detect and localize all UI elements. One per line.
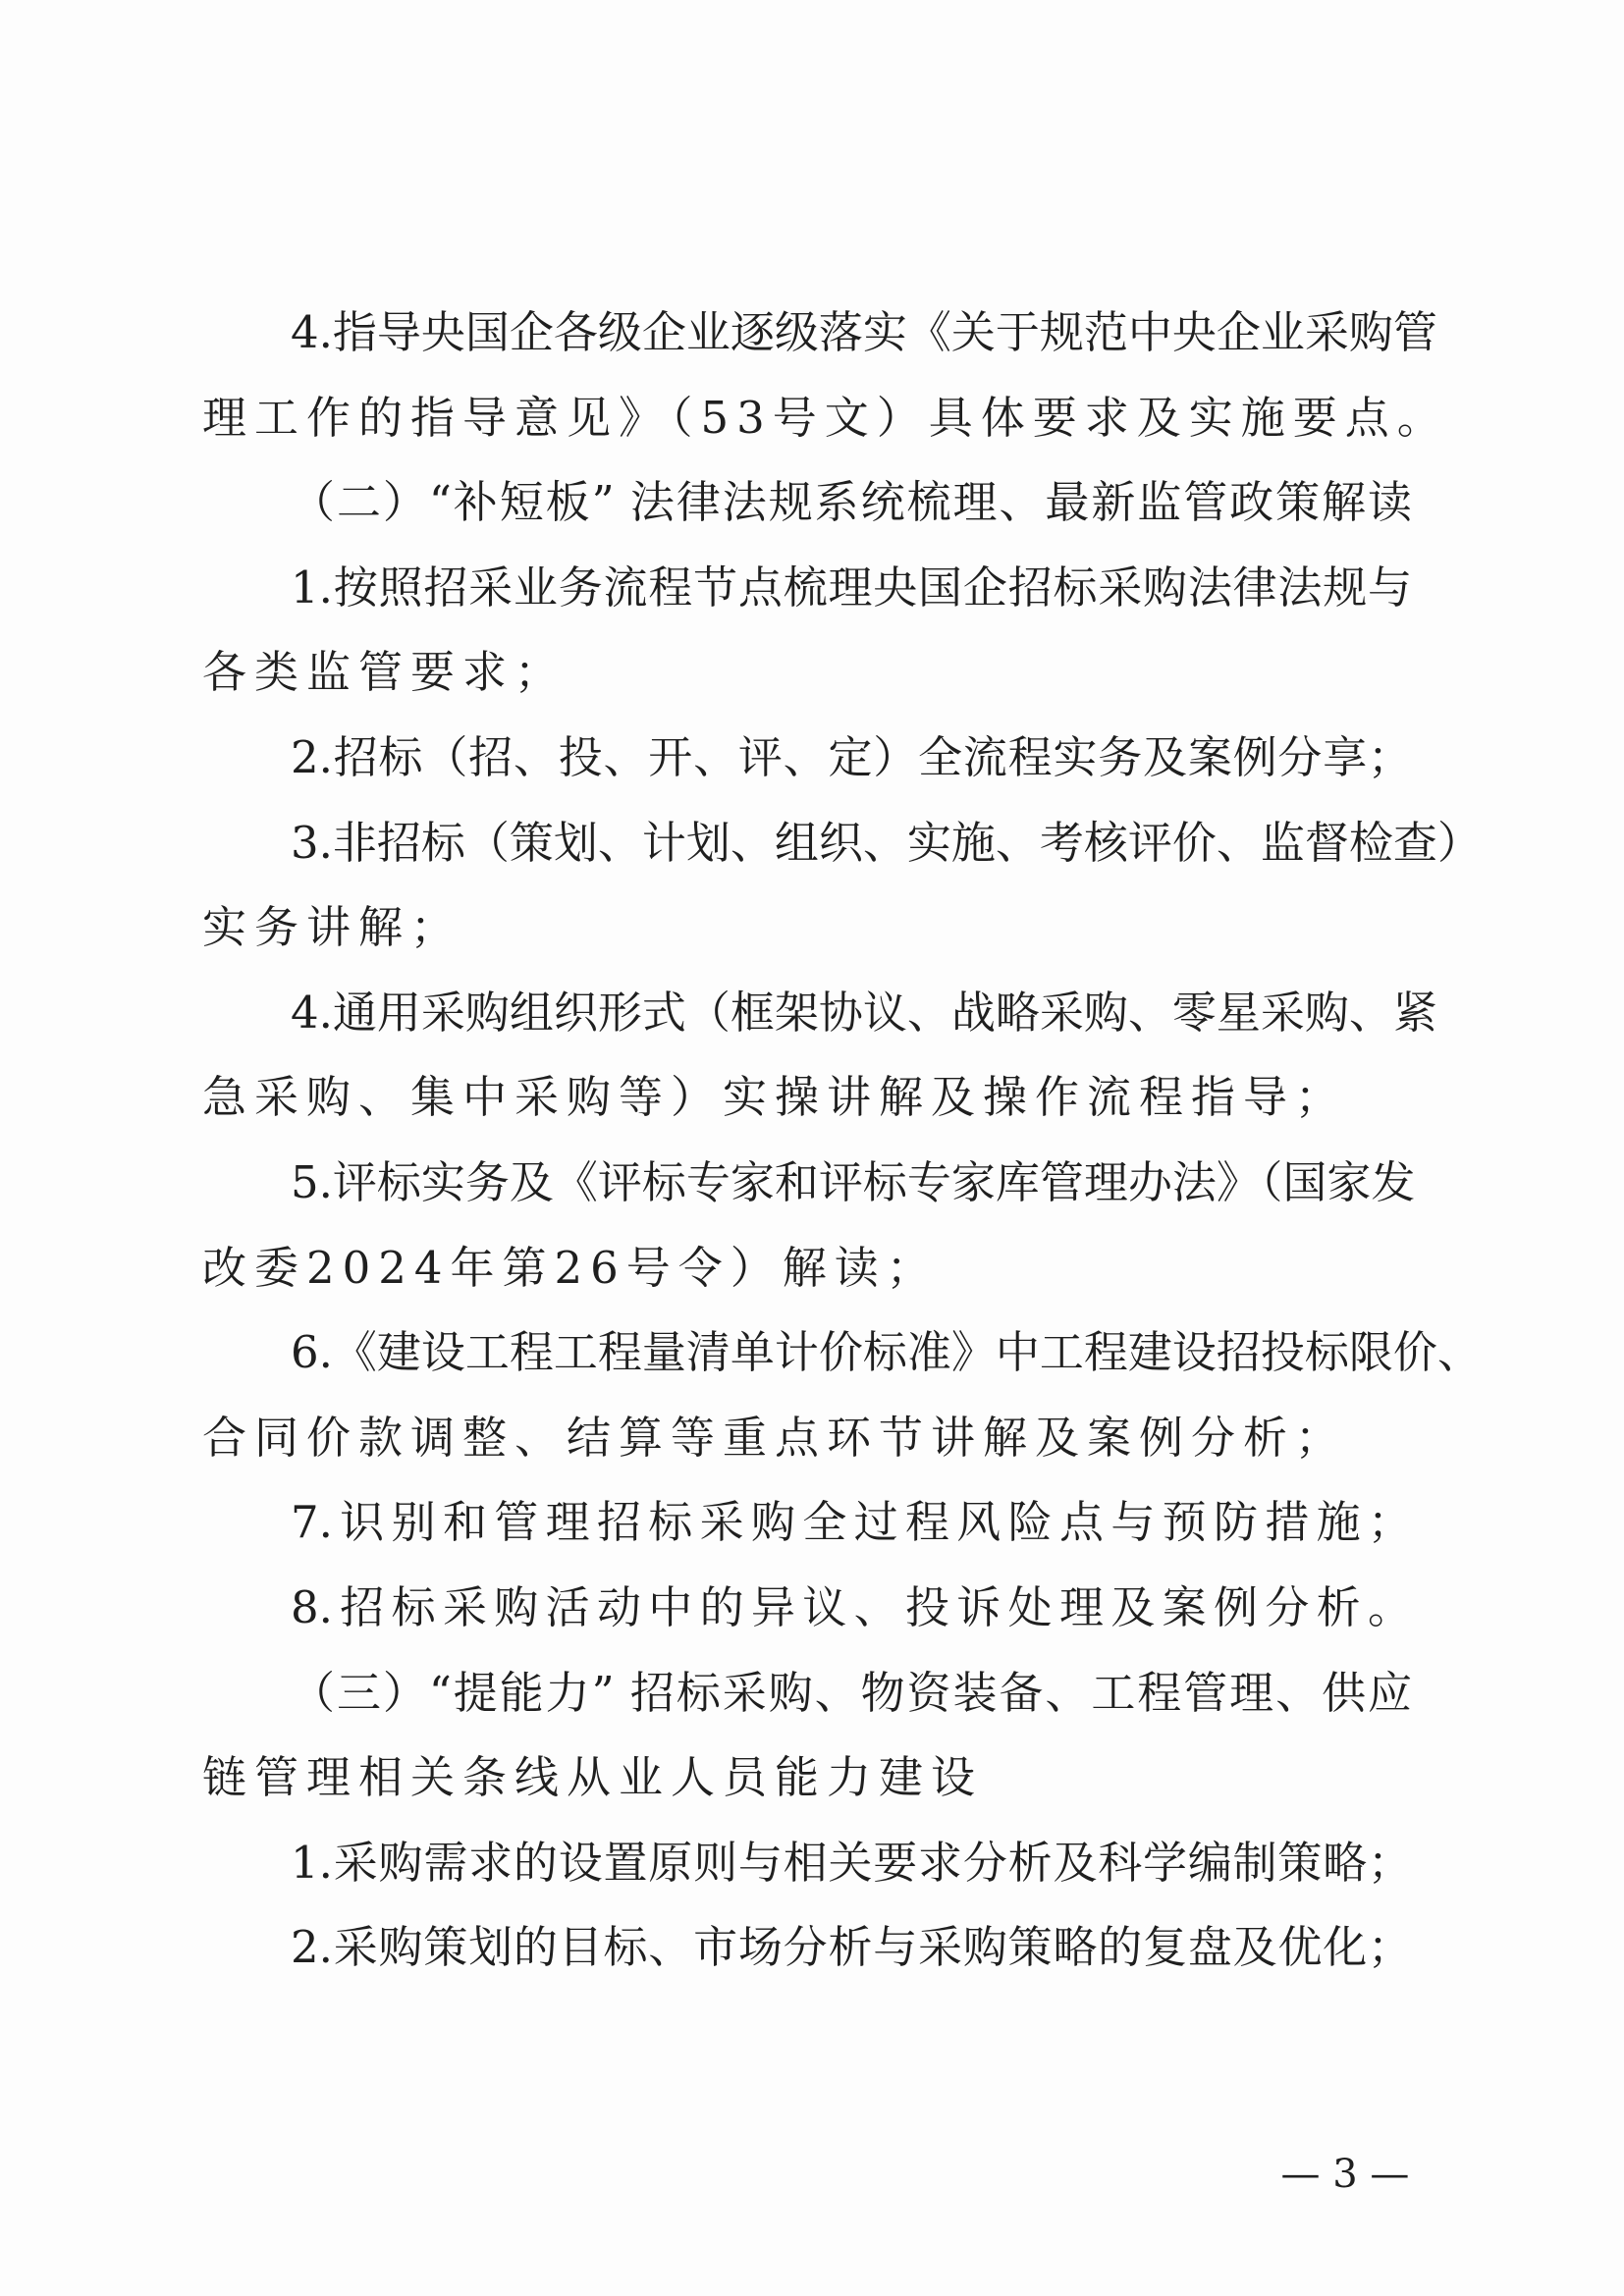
section-2-item-2: 2.招标（招、投、开、评、定）全流程实务及案例分享； xyxy=(291,730,1412,783)
section-2-item-4-line-1: 4.通用采购组织形式（框架协议、战略采购、零星采购、紧 xyxy=(291,986,1437,1039)
page-number: — 3 — xyxy=(1280,2152,1410,2197)
section-2-item-3-line-1: 3.非招标（策划、计划、组织、实施、考核评价、监督检查） xyxy=(291,816,1482,869)
section-3-heading-line-2: 链管理相关条线从业人员能力建设 xyxy=(202,1751,984,1804)
section-2-item-4-line-2: 急采购、集中采购等）实操讲解及操作流程指导； xyxy=(202,1071,1348,1124)
section-2-item-6-line-2: 合同价款调整、结算等重点环节讲解及案例分析； xyxy=(202,1411,1348,1464)
section-2-item-1-line-2: 各类监管要求； xyxy=(202,646,568,699)
section-2-heading: （二）“补短板” 法律法规系统梳理、最新监管政策解读 xyxy=(291,476,1412,529)
section-2-item-7: 7.识别和管理招标采购全过程风险点与预防措施； xyxy=(291,1496,1412,1549)
item-4-line-2: 理工作的指导意见》（53号文）具体要求及实施要点。 xyxy=(202,391,1449,444)
section-2-item-3-line-2: 实务讲解； xyxy=(202,901,463,954)
section-3-heading-line-1: （三）“提能力” 招标采购、物资装备、工程管理、供应 xyxy=(291,1666,1412,1719)
section-2-item-8: 8.招标采购活动中的异议、投诉处理及案例分析。 xyxy=(291,1580,1412,1633)
section-2-item-6-line-1: 6.《建设工程工程量清单计价标准》中工程建设招投标限价、 xyxy=(291,1326,1482,1379)
item-4-line-1: 4.指导央国企各级企业逐级落实《关于规范中央企业采购管 xyxy=(291,306,1437,358)
section-3-item-1: 1.采购需求的设置原则与相关要求分析及科学编制策略； xyxy=(291,1836,1412,1889)
document-body xyxy=(202,291,1482,1991)
section-2-item-1-line-1: 1.按照招采业务流程节点梳理央国企招标采购法律法规与 xyxy=(291,561,1412,614)
section-3-item-2: 2.采购策划的目标、市场分析与采购策略的复盘及优化； xyxy=(291,1921,1412,1974)
section-2-item-5-line-1: 5.评标实务及《评标专家和评标专家库管理办法》（国家发 xyxy=(291,1155,1416,1208)
section-2-item-5-line-2: 改委2024年第26号令）解读； xyxy=(202,1241,939,1294)
